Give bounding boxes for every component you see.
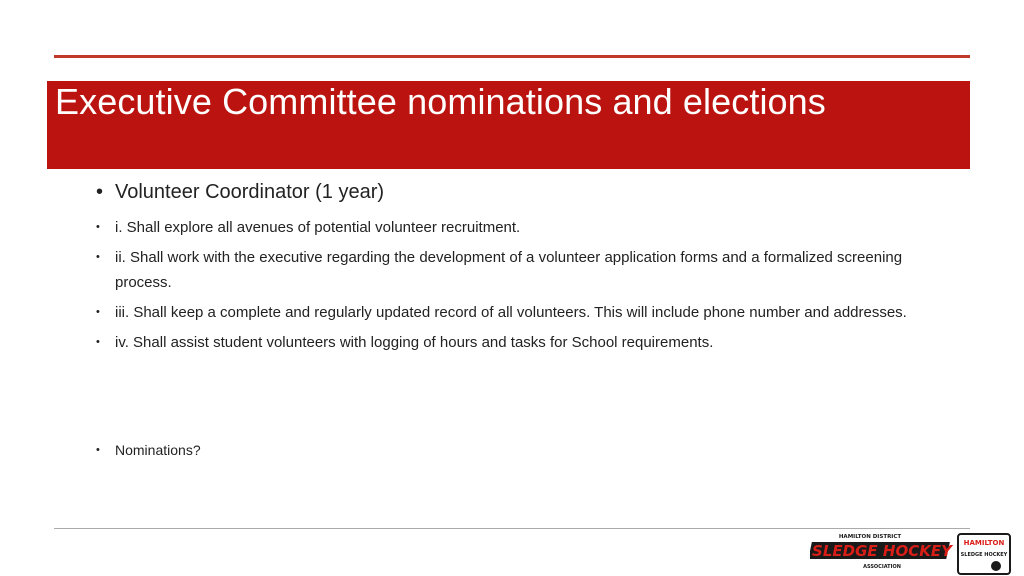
- list-item-text: iv. Shall assist student volunteers with logging of hours and tasks for School requirements.: [115, 334, 714, 351]
- list-item-text: iii. Shall keep a complete and regularly updated record of all volunteers. This will include phone number and addresses.: [115, 304, 907, 321]
- top-divider: [54, 55, 970, 58]
- list-item: [96, 215, 956, 240]
- bullet-icon: •: [96, 444, 100, 456]
- nominations-text: Nominations?: [115, 442, 201, 458]
- logo-badge-sub: SLEDGE HOCKEY: [960, 552, 1008, 558]
- bottom-divider: [54, 528, 970, 529]
- list-item: [96, 330, 956, 355]
- bullet-heading: [96, 178, 956, 206]
- title-banner: [47, 81, 970, 169]
- heading-text: Volunteer Coordinator (1 year): [115, 181, 385, 203]
- logo-main-text: SLEDGE HOCKEY: [812, 542, 952, 560]
- nominations-item: [96, 439, 201, 461]
- slide-title: Executive Committee nominations and elections: [55, 81, 826, 122]
- bullet-icon: •: [96, 221, 100, 233]
- bullet-icon: •: [96, 181, 104, 203]
- puck-icon: [991, 561, 1001, 571]
- sledge-hockey-logo: [810, 532, 1015, 576]
- bullet-icon: •: [96, 336, 100, 348]
- bullet-icon: •: [96, 306, 100, 318]
- list-item: [96, 300, 956, 325]
- nominations-section: [96, 439, 201, 461]
- logo-badge-text: HAMILTON: [963, 539, 1005, 547]
- list-item: [96, 245, 956, 295]
- bullet-icon: •: [96, 251, 100, 263]
- logo-bottom-text: ASSOCIATION: [863, 564, 901, 570]
- list-item-text: ii. Shall work with the executive regarding the development of a volunteer application forms and a formalized screening process.: [115, 249, 903, 291]
- slide-body: [96, 178, 956, 360]
- list-item-text: i. Shall explore all avenues of potential volunteer recruitment.: [115, 219, 521, 236]
- logo-top-text: HAMILTON DISTRICT: [838, 534, 902, 540]
